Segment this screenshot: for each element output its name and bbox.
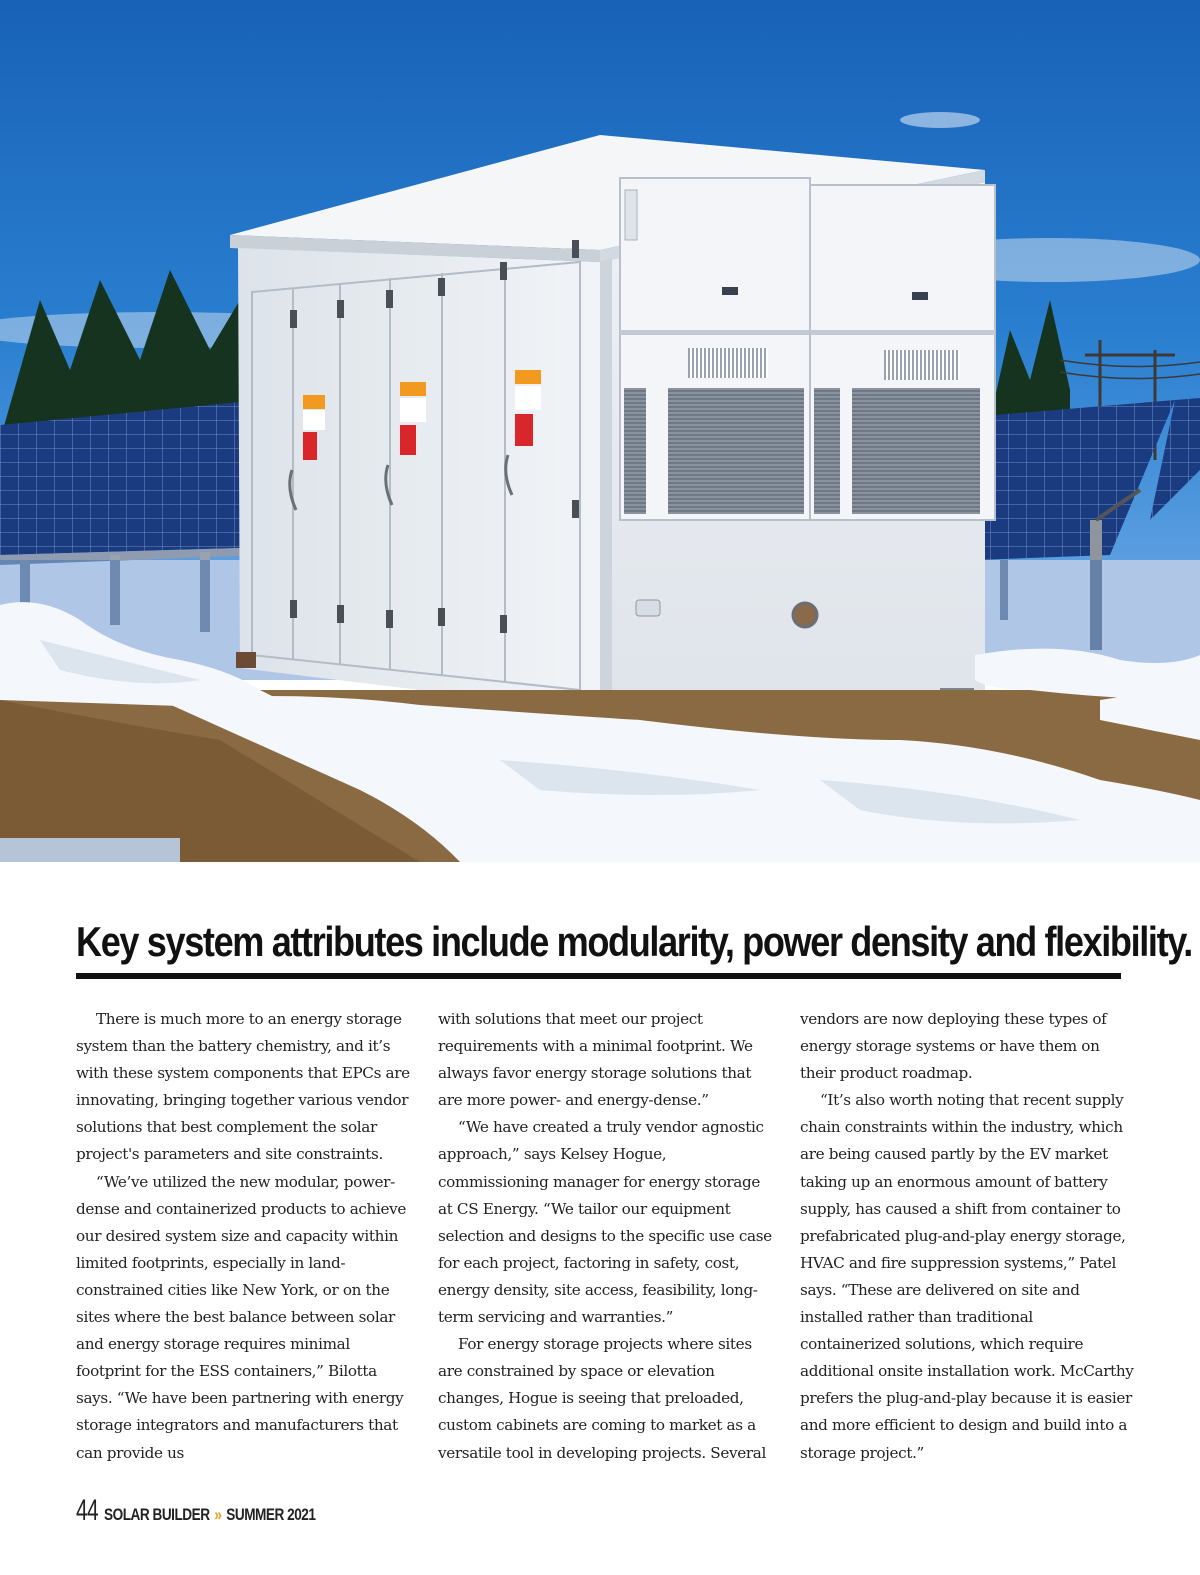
- paragraph: with solutions that meet our project requirements with a minimal footprint. We always favor energy storage solutions that are more power- and energy-dense.”: [438, 1010, 753, 1110]
- body-column-3: [800, 1006, 1135, 1467]
- paragraph: There is much more to an energy storage system than the battery chemistry, and it’s with these system components that EPCs are innovating, bringing together various vendor solutions that best complement the solar project's parameters and site constraints.: [76, 1010, 410, 1164]
- hvac-unit-1: [620, 178, 810, 520]
- pull-quote-headline: Key system attributes include modularity, power density and flexibility.: [76, 918, 1192, 965]
- publication-name: SOLAR BUILDER: [104, 1505, 210, 1524]
- folio-separator: »: [214, 1505, 222, 1524]
- hvac-unit-2: [810, 185, 995, 520]
- paragraph: “We’ve utilized the new modular, power-dense and containerized products to achieve our desired system size and capacity within limited footprints, especially in land-constrained cities like New York, or on the sites where the best balance between solar and energy storage requires minimal footprint for the ESS containers,” Bilotta says. “We have been partnering with energy storage integrators and manufacturers that can provide us: [76, 1172, 406, 1462]
- body-column-1: [76, 1006, 411, 1467]
- paragraph: “We have created a truly vendor agnostic approach,” says Kelsey Hogue, commissioning manager for energy storage at CS Energy. “We tailor our equipment selection and designs to the specific use case for each project, factoring in safety, cost, energy density, site access, feasibility, long-term servicing and warranties.”: [438, 1118, 772, 1327]
- page-number: 44: [76, 1494, 98, 1527]
- issue-date: SUMMER 2021: [226, 1505, 316, 1524]
- energy-storage-container: [230, 135, 1020, 740]
- page-folio: [76, 1494, 368, 1528]
- body-column-2: [438, 1006, 773, 1467]
- paragraph: For energy storage projects where sites are constrained by space or elevation changes, Hogue is seeing that preloaded, custom cabinets are coming to market as a versatile tool in developing projects. Several: [438, 1335, 766, 1462]
- publication-line: [104, 1505, 315, 1525]
- headline-rule: [76, 973, 1121, 979]
- paragraph: “It’s also worth noting that recent supply chain constraints within the industry, which are being caused partly by the EV market taking up an enormous amount of battery supply, has caused a shift from container to prefabricated plug-and-play energy storage, HVAC and fire suppression systems,” Patel says. “These are delivered on site and installed rather than traditional containerized solutions, which require additional onsite installation work. McCarthy prefers the plug-and-play because it is easier and more efficient to design and build into a storage project.”: [800, 1091, 1134, 1462]
- paragraph: vendors are now deploying these types of energy storage systems or have them on their product roadmap.: [800, 1010, 1107, 1083]
